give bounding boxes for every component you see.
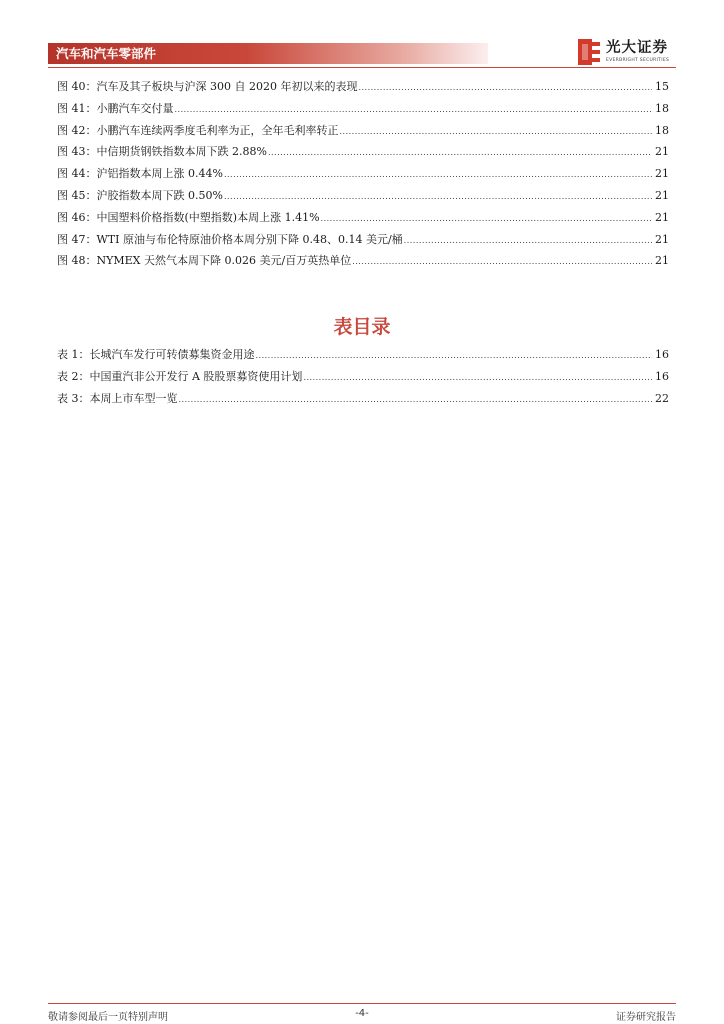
footer-report-type: 证券研究报告 — [616, 1012, 676, 1023]
toc-entry-page: 21 — [655, 145, 669, 159]
toc-leader — [179, 389, 653, 411]
toc-leader — [358, 77, 652, 99]
toc-entry[interactable] — [57, 98, 669, 120]
tables-toc-title: 表目录 — [333, 316, 391, 338]
toc-entry-label: 图 47：WTI 原油与布伦特原油价格本周分别下降 0.48、0.14 美元/桶 — [57, 232, 403, 246]
toc-leader — [256, 345, 653, 367]
toc-leader — [303, 367, 652, 389]
toc-entry[interactable] — [57, 120, 669, 142]
toc-entry-label: 图 43：中信期货钢铁指数本周下跌 2.88% — [57, 145, 267, 159]
toc-leader — [175, 99, 653, 121]
toc-leader — [404, 230, 652, 252]
toc-leader — [340, 121, 653, 143]
toc-entry-page: 16 — [655, 369, 669, 383]
toc-entry[interactable] — [57, 344, 669, 366]
tables-toc — [57, 344, 669, 409]
toc-entry-label: 图 40：汽车及其子板块与沪深 300 自 2020 年初以来的表现 — [57, 80, 358, 93]
footer-divider — [48, 1003, 676, 1004]
toc-leader — [268, 142, 652, 164]
toc-entry-label: 表 1：长城汽车发行可转债募集资金用途 — [57, 348, 255, 361]
company-logo — [578, 38, 688, 68]
toc-entry-page: 21 — [655, 254, 669, 268]
toc-entry-label: 图 44：沪铝指数本周上涨 0.44% — [57, 167, 223, 181]
toc-entry-page: 15 — [655, 80, 669, 93]
toc-entry[interactable] — [57, 250, 669, 272]
toc-entry-page: 16 — [655, 348, 669, 361]
toc-entry-page: 21 — [655, 167, 669, 181]
toc-entry-page: 22 — [655, 391, 669, 405]
toc-leader — [321, 208, 652, 230]
toc-entry[interactable] — [57, 366, 669, 388]
toc-entry-label: 图 41：小鹏汽车交付量 — [57, 101, 174, 115]
logo-icon — [578, 39, 600, 65]
toc-leader — [224, 186, 652, 208]
toc-entry-label: 图 42：小鹏汽车连续两季度毛利率为正，全年毛利率转正 — [57, 123, 339, 137]
figures-toc — [57, 76, 669, 272]
toc-entry-label: 表 2：中国重汽非公开发行 A 股股票募资使用计划 — [57, 369, 303, 383]
toc-entry[interactable] — [57, 76, 669, 98]
toc-entry[interactable] — [57, 163, 669, 185]
toc-entry-label: 图 48：NYMEX 天然气本周下降 0.026 美元/百万英热单位 — [57, 254, 352, 268]
toc-entry-page: 21 — [655, 188, 669, 202]
toc-entry-label: 表 3：本周上市车型一览 — [57, 391, 178, 405]
toc-leader — [224, 164, 652, 186]
toc-entry-page: 18 — [655, 123, 669, 137]
toc-entry[interactable] — [57, 207, 669, 229]
toc-entry-page: 21 — [655, 210, 669, 224]
header-divider — [48, 67, 676, 68]
logo-chinese-name: 光大证券 — [606, 40, 668, 56]
toc-entry[interactable] — [57, 388, 669, 410]
toc-entry[interactable] — [57, 229, 669, 251]
footer-disclaimer-note: 敬请参阅最后一页特别声明 — [48, 1012, 168, 1023]
toc-entry[interactable] — [57, 185, 669, 207]
toc-leader — [352, 251, 652, 273]
toc-entry-label: 图 46：中国塑料价格指数(中塑指数)本周上涨 1.41% — [57, 210, 320, 224]
toc-entry-page: 21 — [655, 232, 669, 246]
toc-entry[interactable] — [57, 141, 669, 163]
toc-entry-page: 18 — [655, 101, 669, 115]
section-label: 汽车和汽车零部件 — [56, 46, 157, 61]
logo-english-name: EVERBRIGHT SECURITIES — [606, 58, 670, 63]
page-number: -4- — [355, 1008, 369, 1019]
toc-entry-label: 图 45：沪胶指数本周下跌 0.50% — [57, 188, 223, 202]
